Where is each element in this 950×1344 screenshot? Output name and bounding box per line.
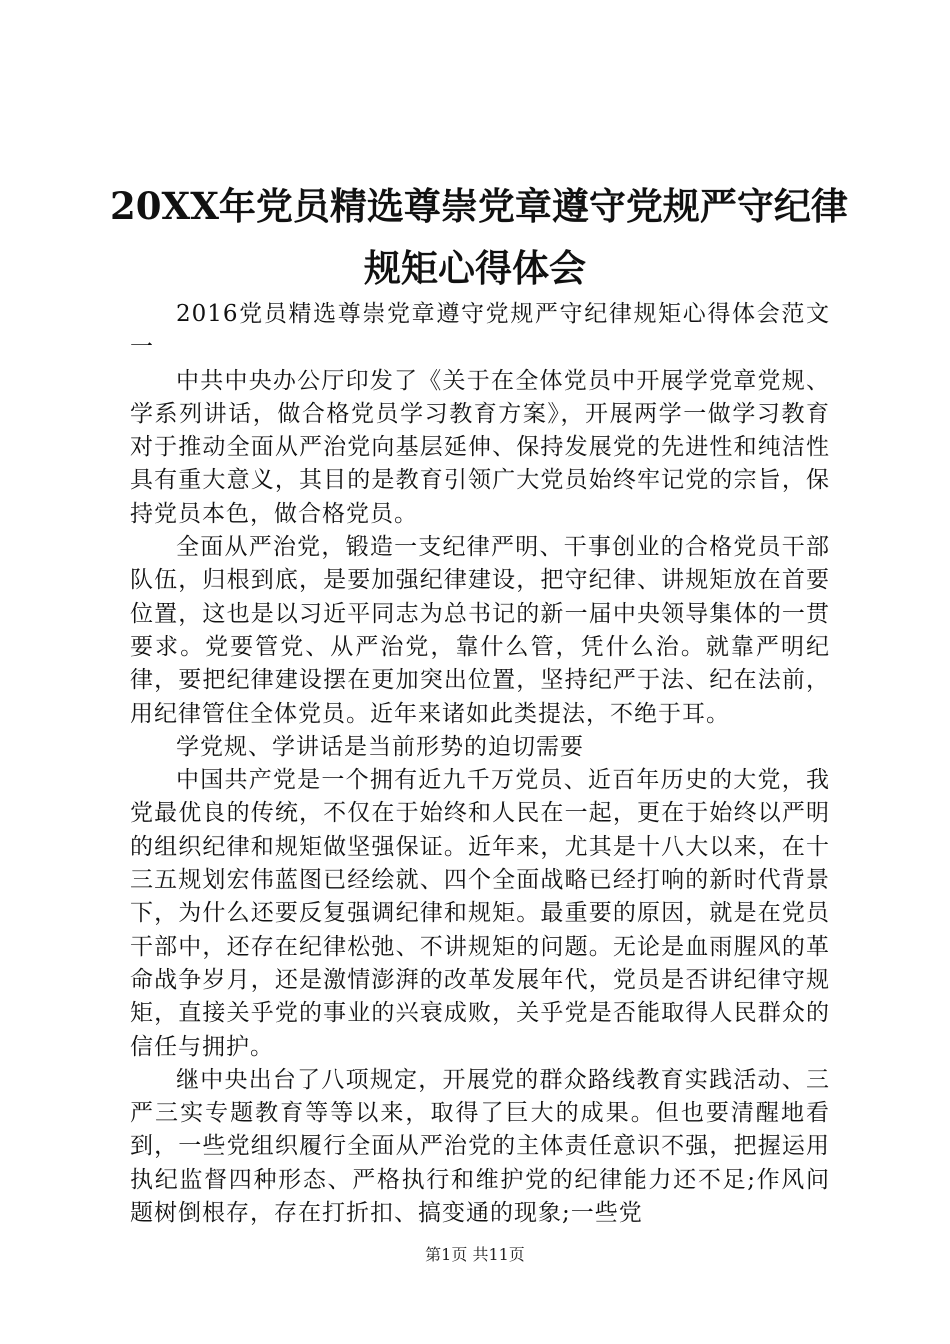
paragraph: 继中央出台了八项规定，开展党的群众路线教育实践活动、三严三实专题教育等等以来，取得了巨大的成果。但也要清醒地看到，一些党组织履行全面从严治党的主体责任意识不强，把握运用执纪监督四种形态、严格执行和维护党的纪律能力还不足;作风问题树倒根存，存在打折扣、搞变通的现象;一些党 <box>130 1066 830 1227</box>
page-footer: 第1页 共11页 <box>425 1245 525 1264</box>
paragraph: 全面从严治党，锻造一支纪律严明、干事创业的合格党员干部队伍，归根到底，是要加强纪律建设，把守纪律、讲规矩放在首要位置，这也是以习近平同志为总书记的新一届中央领导集体的一贯要求。党要管党、从严治党，靠什么管，凭什么治。就靠严明纪律，要把纪律建设摆在更加突出位置，坚持纪严于法、纪在法前，用纪律管住全体党员。近年来诸如此类提法，不绝于耳。 <box>130 534 830 727</box>
document-title-line-1: 20XX年党员精选尊崇党章遵守党规严守纪律 <box>110 184 848 228</box>
document-body <box>130 298 830 1230</box>
paragraph: 中共中央办公厅印发了《关于在全体党员中开展学党章党规、学系列讲话，做合格党员学习教育方案》，开展两学一做学习教育对于推动全面从严治党向基层延伸、保持发展党的先进性和纯洁性具有重大意义，其目的是教育引领广大党员始终牢记党的宗旨，保持党员本色，做合格党员。 <box>130 367 830 527</box>
document-title-line-2: 规矩心得体会 <box>364 246 586 290</box>
section-heading: 学党规、学讲话是当前形势的迫切需要 <box>176 733 584 760</box>
paragraph: 中国共产党是一个拥有近九千万党员、近百年历史的大党，我党最优良的传统，不仅在于始终和人民在一起，更在于始终以严明的组织纪律和规矩做坚强保证。近年来，尤其是十八大以来，在十三五规划宏伟蓝图已经绘就、四个全面战略已经打响的新时代背景下，为什么还要反复强调纪律和规矩。最重要的原因，就是在党员干部中，还存在纪律松弛、不讲规矩的问题。无论是血雨腥风的革命战争岁月，还是激情澎湃的改革发展年代，党员是否讲纪律守规矩，直接关乎党的事业的兴衰成败，关乎党是否能取得人民群众的信任与拥护。 <box>130 767 830 1060</box>
paragraph-subtitle: 2016党员精选尊崇党章遵守党规严守纪律规矩心得体会范文一 <box>130 301 830 361</box>
